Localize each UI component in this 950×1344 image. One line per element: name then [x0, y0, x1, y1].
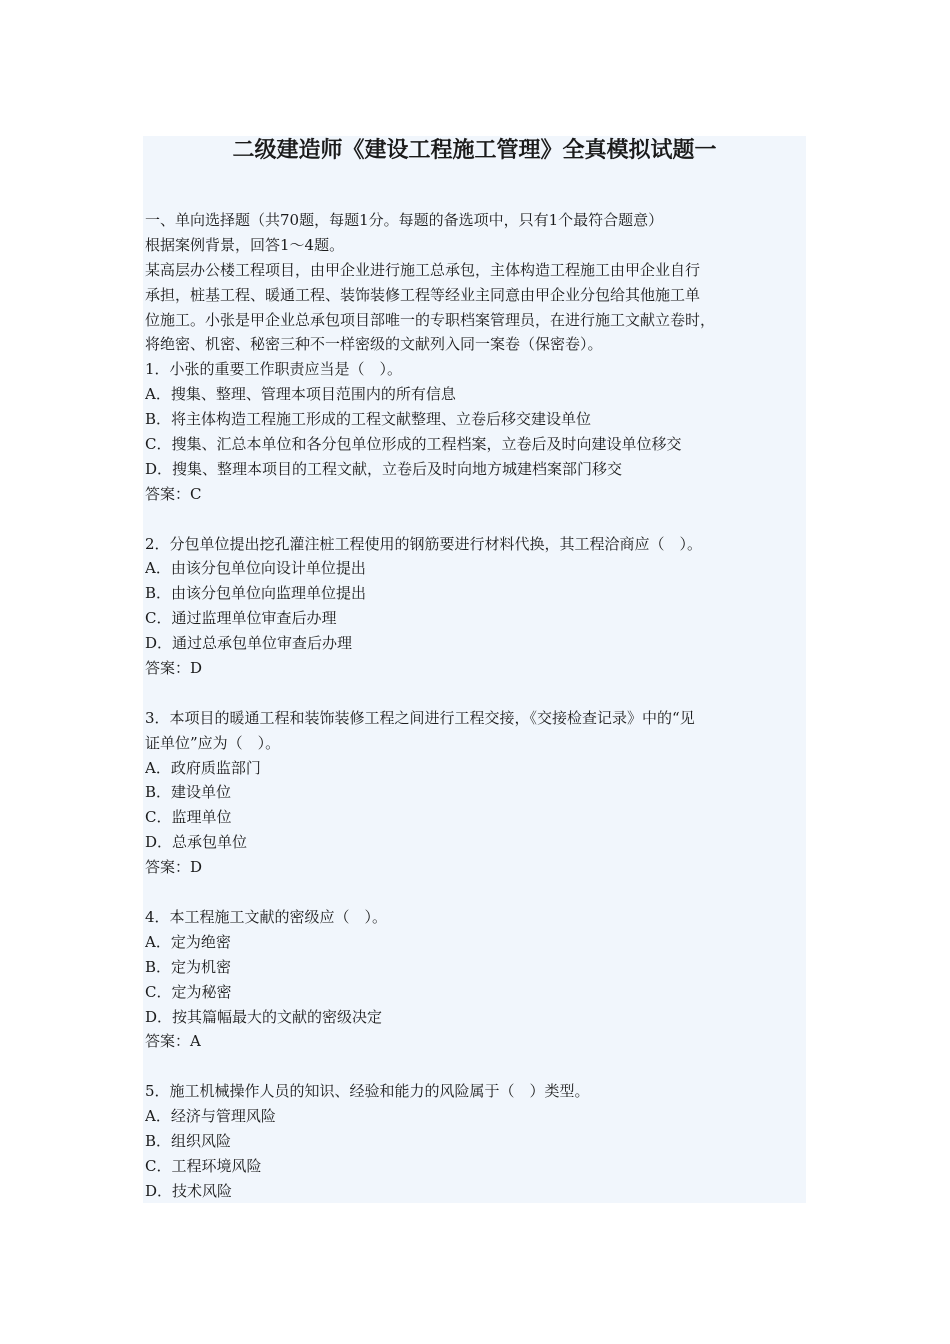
- question-option: C．定为秘密: [145, 982, 232, 1001]
- question-option: D．搜集、整理本项目的工程文献，立卷后及时向地方城建档案部门移交: [145, 459, 623, 478]
- question-option: A．经济与管理风险: [145, 1107, 276, 1126]
- question-stem: 3．本项目的暖通工程和装饰装修工程之间进行工程交接，《交接检查记录》中的“见: [145, 708, 695, 727]
- blank-line: [145, 507, 805, 532]
- question-option: D．通过总承包单位审查后办理: [145, 634, 353, 653]
- question-option: D．技术风险: [145, 1181, 233, 1200]
- question-stem: 1．小张的重要工作职责应当是（ ）。: [145, 360, 403, 379]
- question-option: C．通过监理单位审查后办理: [145, 609, 337, 628]
- question-stem: 4．本工程施工文献的密级应（ ）。: [145, 907, 388, 926]
- question-answer: 答案：C: [145, 484, 202, 503]
- question-option: D．总承包单位: [145, 833, 248, 852]
- section-heading: 一、单向选择题（共70题，每题1分。每题的备选项中，只有1个最符合题意）: [145, 211, 664, 229]
- question-option: B．建设单位: [145, 783, 232, 802]
- question-option: B．由该分包单位向监理单位提出: [145, 584, 367, 603]
- case-line: 承担，桩基工程、暖通工程、装饰装修工程等经业主同意由甲企业分包给其他施工单: [145, 285, 701, 304]
- document-body: [145, 208, 805, 1204]
- blank-line: [145, 1054, 805, 1079]
- question-answer: 答案：A: [145, 1032, 201, 1051]
- question-option: B．将主体构造工程施工形成的工程文献整理、立卷后移交建设单位: [145, 410, 592, 429]
- question-answer: 答案：D: [145, 858, 203, 877]
- case-line: 位施工。小张是甲企业总承包项目部唯一的专职档案管理员，在进行施工文献立卷时，: [145, 310, 716, 329]
- question-option: A．定为绝密: [145, 932, 231, 951]
- question-stem: 5．施工机械操作人员的知识、经验和能力的风险属于（ ）类型。: [145, 1082, 590, 1101]
- question-answer: 答案：D: [145, 659, 203, 678]
- question-option: A．政府质监部门: [145, 758, 261, 777]
- question-option: A．搜集、整理、管理本项目范围内的所有信息: [145, 385, 456, 404]
- document-page: [143, 136, 806, 1203]
- question-option: C．监理单位: [145, 808, 232, 827]
- question-option: B．组织风险: [145, 1131, 232, 1150]
- document-title: 二级建造师《建设工程施工管理》全真模拟试题一: [232, 138, 717, 163]
- case-line: 将绝密、机密、秘密三种不一样密级的文献列入同一案卷（保密卷）。: [145, 335, 603, 354]
- case-intro: 根据案例背景，回答1～4题。: [145, 235, 345, 254]
- question-option: A．由该分包单位向设计单位提出: [145, 559, 366, 578]
- question-option: C．工程环境风险: [145, 1156, 262, 1175]
- blank-line: [145, 880, 805, 905]
- question-stem: 2．分包单位提出挖孔灌注桩工程使用的钢筋要进行材料代换，其工程洽商应（ ）。: [145, 534, 703, 553]
- case-line: 某高层办公楼工程项目，由甲企业进行施工总承包，主体构造工程施工由甲企业自行: [145, 260, 701, 279]
- question-option: D．按其篇幅最大的文献的密级决定: [145, 1007, 383, 1026]
- blank-line: [145, 681, 805, 706]
- question-option: B．定为机密: [145, 957, 232, 976]
- question-stem: 证单位”应为（ ）。: [145, 733, 281, 752]
- question-option: C．搜集、汇总本单位和各分包单位形成的工程档案，立卷后及时向建设单位移交: [145, 435, 682, 454]
